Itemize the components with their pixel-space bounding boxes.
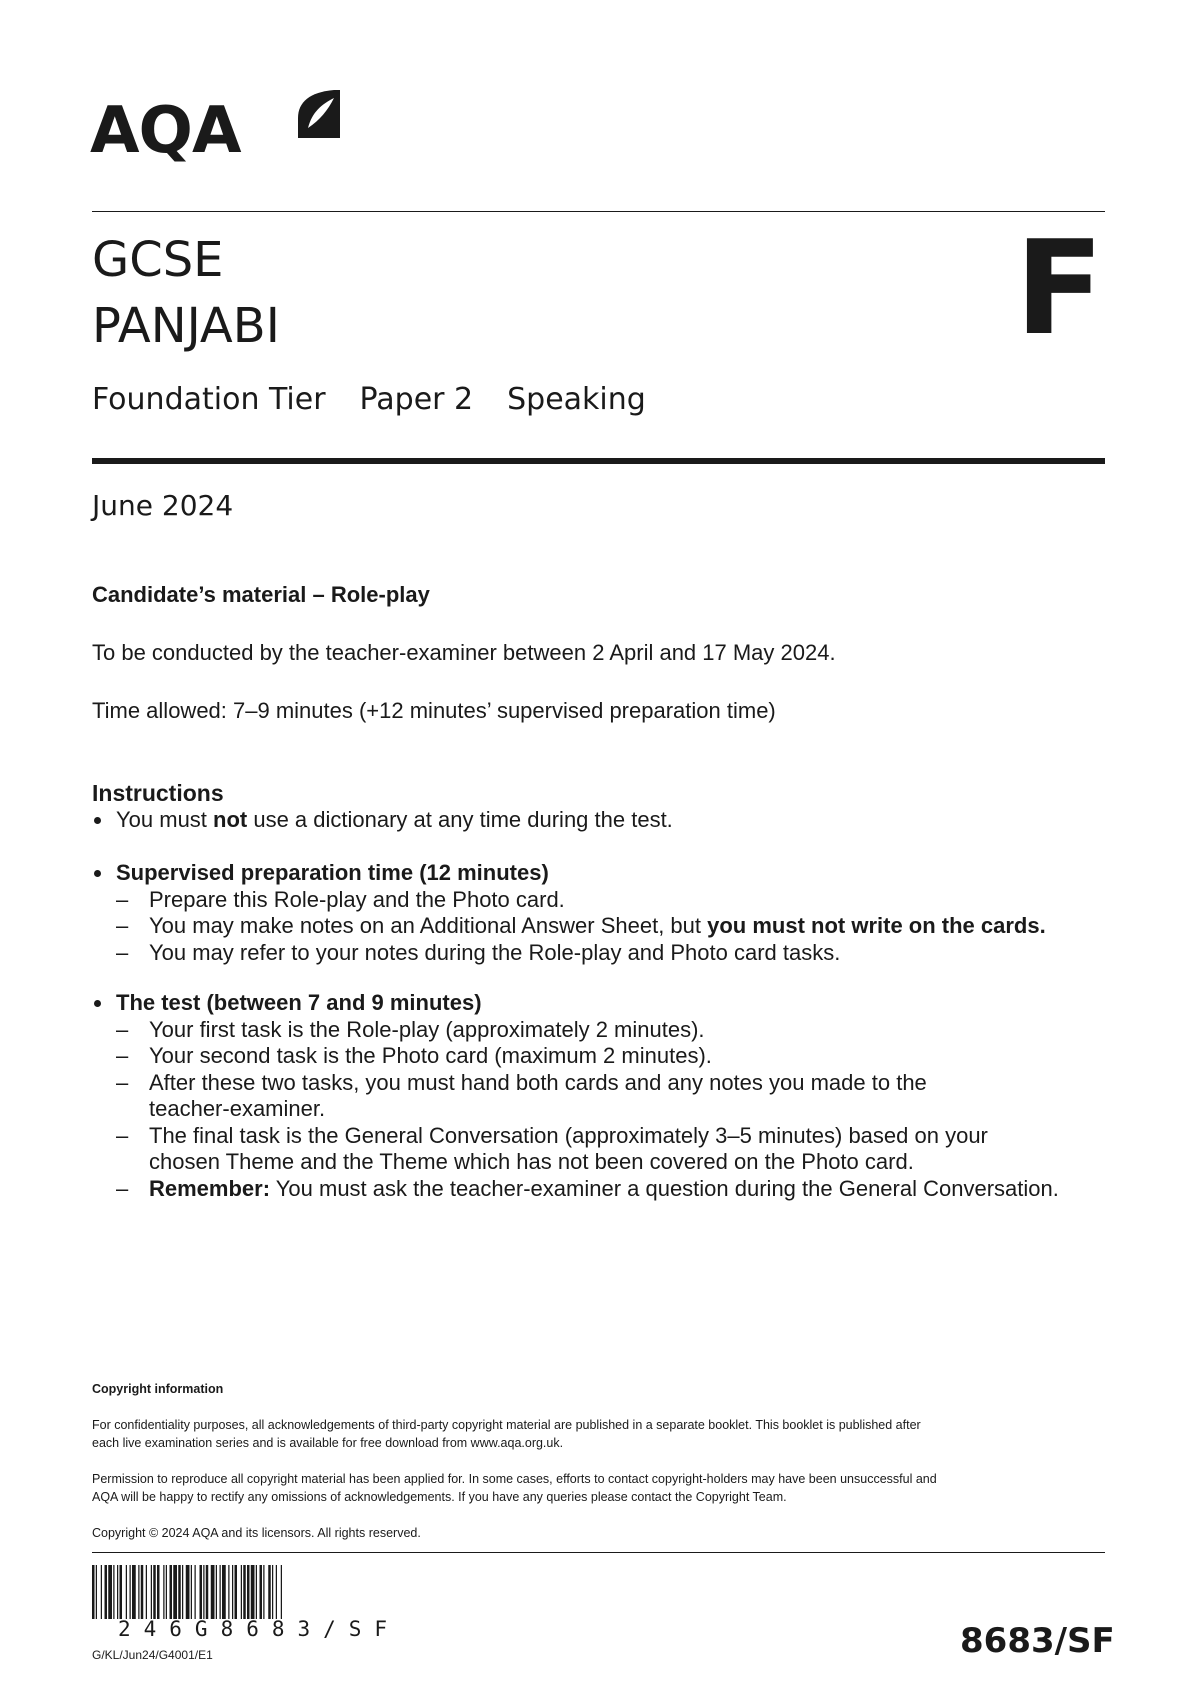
paper-details <box>92 380 680 420</box>
qualification-title: GCSE <box>92 232 224 288</box>
barcode-bar <box>96 1565 97 1619</box>
barcode-bar <box>178 1565 181 1619</box>
copyright-text: each live examination series and is available for free download from www.aqa.org.uk. <box>92 1436 564 1450</box>
instruction-dash-item: – You may refer to your notes during the Role-play and Photo card tasks. <box>92 940 1102 967</box>
instruction-dash-item <box>92 913 1102 940</box>
instruction-text: – After these two tasks, you must hand both cards and any notes you made to the <box>149 1069 927 1095</box>
barcode-bar <box>113 1565 114 1619</box>
barcode <box>92 1565 444 1619</box>
barcode-bar <box>186 1565 190 1619</box>
barcode-bar <box>251 1565 255 1619</box>
barcode-bar <box>92 1565 95 1619</box>
instruction-dash-item <box>92 1176 1102 1203</box>
footer-rule <box>92 1552 1105 1553</box>
instruction-dash-item <box>92 1123 1102 1176</box>
subject-title: PANJABI <box>92 298 280 354</box>
barcode-bar <box>101 1565 102 1619</box>
time-allowed-text: Time allowed: 7–9 minutes (+12 minutes’ supervised preparation time) <box>92 698 776 723</box>
barcode-bar <box>166 1565 167 1619</box>
barcode-bar <box>211 1565 215 1619</box>
barcode-bar <box>216 1565 217 1619</box>
instruction-dash-item: – Prepare this Role-play and the Photo card. <box>92 887 1102 914</box>
barcode-bar <box>243 1565 246 1619</box>
document-reference: G/KL/Jun24/G4001/E1 <box>92 1648 213 1662</box>
barcode-bar <box>126 1565 127 1619</box>
barcode-bar <box>195 1565 196 1619</box>
barcode-bar <box>247 1565 250 1619</box>
copyright-text: Permission to reproduce all copyright material has been applied for. In some cases, efforts to contact copyright-holders may have been unsuccessful and <box>92 1472 937 1486</box>
instruction-dash-item: – Your second task is the Photo card (maximum 2 minutes). <box>92 1043 1102 1070</box>
exam-date: June 2024 <box>92 489 234 522</box>
instruction-text: You must ask the teacher-examiner a question during the General Conversation. <box>270 1175 1059 1201</box>
barcode-bar <box>235 1565 238 1619</box>
component-label: Speaking <box>507 382 646 417</box>
header-rule-thick <box>92 458 1105 464</box>
material-heading: Candidate’s material – Role-play <box>92 582 430 607</box>
instruction-text: You may make notes on an Additional Answer Sheet, but <box>149 913 708 938</box>
instruction-bullet-preparation: Supervised preparation time (12 minutes) <box>92 860 1102 887</box>
barcode-bar <box>191 1565 192 1619</box>
barcode-bar <box>146 1565 147 1619</box>
barcode-bar <box>203 1565 204 1619</box>
tier-letter: F <box>1015 212 1104 364</box>
barcode-bar <box>220 1565 221 1619</box>
instruction-text: – The final task is the General Conversation (approximately 3–5 minutes) based on your <box>149 1122 988 1148</box>
barcode-bar <box>232 1565 233 1619</box>
barcode-bar <box>222 1565 226 1619</box>
copyright-text: AQA will be happy to rectify any omissions of acknowledgements. If you have any queries please contact the Copyright Team. <box>92 1490 787 1504</box>
instruction-emphasis: Remember: <box>149 1175 271 1201</box>
barcode-bar <box>153 1565 156 1619</box>
instruction-emphasis: not <box>213 806 248 832</box>
instructions-title: Instructions <box>92 780 224 806</box>
barcode-bar <box>276 1565 277 1619</box>
barcode-bar <box>268 1565 271 1619</box>
barcode-bar <box>182 1565 183 1619</box>
barcode-bar <box>120 1565 123 1619</box>
barcode-bar <box>256 1565 257 1619</box>
barcode-bar <box>263 1565 264 1619</box>
barcode-bar <box>105 1565 108 1619</box>
instruction-bullet-dictionary <box>92 807 1102 834</box>
copyright-section <box>92 1380 1102 1542</box>
instruction-text: You must <box>116 806 214 832</box>
header-rule-top <box>92 211 1105 212</box>
instruction-dash-item <box>92 1070 1102 1123</box>
barcode-bar <box>130 1565 131 1619</box>
instruction-text: use a dictionary at any time during the test. <box>247 806 673 832</box>
barcode-bar <box>138 1565 139 1619</box>
copyright-text: For confidentiality purposes, all acknowledgements of third-party copyright material are published in a separate booklet. This booklet is published after <box>92 1418 921 1432</box>
aqa-logo <box>90 86 350 176</box>
barcode-bar <box>281 1565 282 1619</box>
instructions-section <box>92 780 1102 1202</box>
barcode-bar <box>228 1565 229 1619</box>
paper-label: Paper 2 <box>359 382 474 417</box>
paper-code: 8683/SF <box>960 1621 1115 1661</box>
copyright-notice: Copyright © 2024 AQA and its licensors. All rights reserved. <box>92 1526 421 1540</box>
barcode-digits: 246G8683/SF <box>118 1617 401 1641</box>
barcode-bar <box>272 1565 273 1619</box>
instruction-text: chosen Theme and the Theme which has not been covered on the Photo card. <box>149 1149 914 1174</box>
barcode-bar <box>206 1565 209 1619</box>
barcode-bar <box>151 1565 152 1619</box>
barcode-bar <box>141 1565 144 1619</box>
barcode-bar <box>241 1565 242 1619</box>
barcode-bar <box>170 1565 173 1619</box>
instruction-text: teacher-examiner. <box>149 1096 326 1121</box>
copyright-title: Copyright information <box>92 1382 224 1396</box>
barcode-bar <box>108 1565 112 1619</box>
instruction-bullet-test: The test (between 7 and 9 minutes) <box>92 990 1102 1017</box>
barcode-bar <box>260 1565 263 1619</box>
leaf-icon <box>290 88 342 140</box>
barcode-bar <box>173 1565 177 1619</box>
barcode-bar <box>157 1565 160 1619</box>
instruction-emphasis: you must not write on the cards. <box>707 913 1046 938</box>
barcode-bar <box>132 1565 136 1619</box>
barcode-bar <box>163 1565 164 1619</box>
barcode-bar <box>117 1565 118 1619</box>
instruction-dash-item: – Your first task is the Role-play (approximately 2 minutes). <box>92 1017 1102 1044</box>
conducted-text: To be conducted by the teacher-examiner between 2 April and 17 May 2024. <box>92 640 836 665</box>
barcode-bar <box>200 1565 203 1619</box>
logo-text: AQA <box>90 94 241 168</box>
tier-label: Foundation Tier <box>92 382 326 417</box>
